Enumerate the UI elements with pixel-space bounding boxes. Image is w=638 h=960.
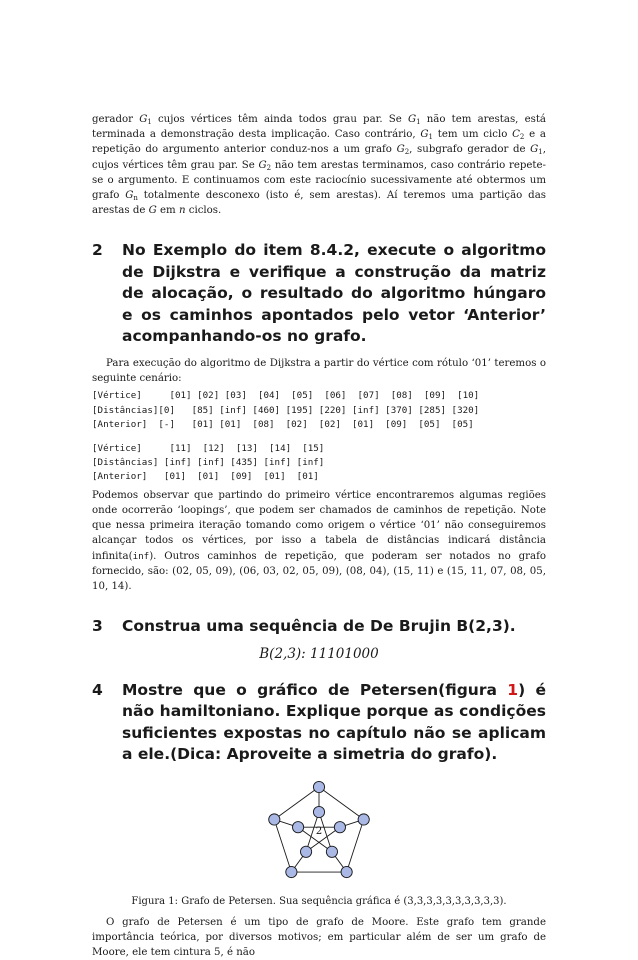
section-title: Mostre que o gráfico de Petersen(figura 1) é não hamiltoniano. Explique porque as condições suficientes expostas no capítulo não se aplicam a ele.(Dica: Aproveite a simetria do grafo).: [122, 680, 547, 764]
graph-vertex: [313, 781, 324, 792]
graph-vertex: [313, 806, 324, 817]
section-title: Construa uma sequência de De Brujin B(2,3).: [122, 617, 516, 636]
graph-vertex: [300, 846, 311, 857]
section-number: 4: [92, 680, 103, 699]
section-number: 2: [92, 241, 103, 260]
section-number: 3: [92, 617, 103, 636]
inline-code: inf: [132, 550, 150, 562]
graph-vertex: [358, 814, 369, 825]
section-3-heading: [92, 616, 546, 638]
intro-paragraph: gerador $G_1$ cujos vértices têm ainda todos grau par. Se $G_1$ não tem arestas, está terminada a demonstração desta implicação. Caso contrário, $G_1$ tem um ciclo $C_2$ e a repetição do argumento anterior conduz-nos a um grafo $G_2$, subgrafo gerador de $G_1$, cujos vértices têm grau par. Se $G_2$ não tem arestas terminamos, caso contrário repete-se o argumento. E continuamos com este raciocínio sucessivamente até obtermos um grafo $G_n$ totalmente desconexo (isto é, sem arestas). Aí teremos uma partição das arestas de G em n ciclos.: [92, 114, 546, 217]
graph-edge: [274, 787, 319, 819]
figure-ref-link[interactable]: 1: [507, 680, 519, 699]
table-row: [Distâncias][0] [85] [inf] [460] [195] [220] [inf] [370] [285] [320]: [92, 404, 480, 416]
table-row: [Distâncias] [inf] [inf] [435] [inf] [inf]: [92, 456, 325, 468]
graph-vertex: [286, 866, 297, 877]
table-row: [Anterior] [01] [01] [09] [01] [01]: [92, 471, 319, 483]
section-2-heading: [92, 240, 546, 348]
table-row: [Vértice] [11] [12] [13] [14] [15]: [92, 442, 325, 454]
section-4-paragraph: O grafo de Petersen é um tipo de grafo de Moore. Este grafo tem grande importância teórica, por diversos motivos; em particular além de ser um grafo de Moore, ele tem cintura 5, é não: [92, 916, 546, 959]
graph-edge: [319, 787, 364, 819]
section-4-heading: [92, 680, 546, 766]
dijkstra-table-2: [92, 442, 546, 485]
graph-vertex: [326, 846, 337, 857]
graph-vertex: [269, 814, 280, 825]
section-2-intro: Para execução do algoritmo de Dijkstra a partir do vértice com rótulo ‘01’ teremos o seguinte cenário:: [92, 357, 546, 385]
table-row: [Anterior] [-] [01] [01] [08] [02] [02] [01] [09] [05] [05]: [92, 419, 474, 431]
de-bruijn-answer: B(2,3): 11101000: [259, 645, 379, 662]
graph-vertex: [341, 866, 352, 877]
figure-caption: Figura 1: Grafo de Petersen. Sua sequência gráfica é (3,3,3,3,3,3,3,3,3,3).: [131, 895, 507, 907]
section-2-discussion: Podemos observar que partindo do primeiro vértice encontraremos algumas regiões onde ocorrerão ‘loopings’, que podem ser chamados de caminhos de repetição. Note que nessa primeira iteração tomando como origem o vértice ‘01’ não conseguiremos alcançar todos os vértices, por isso a tabela de distâncias indicará distância infinita(inf). Outros caminhos de repetição, que poderam ser notados no grafo fornecido, são: (02, 05, 09), (06, 03, 02, 05, 09), (08, 04), (15, 11) e (15, 11, 07, 08, 05, 10, 14).: [92, 489, 546, 592]
table-row: [Vértice] [01] [02] [03] [04] [05] [06] [07] [08] [09] [10]: [92, 390, 480, 402]
section-title: No Exemplo do item 8.4.2, execute o algoritmo de Dijkstra e verifique a construção da matriz de alocação, o resultado do algoritmo húngaro e os caminhos apontados pelo vetor ‘Anterior’ acompanhando-os no grafo.: [122, 241, 546, 346]
page-number: 2: [315, 826, 323, 837]
dijkstra-table-1: [92, 389, 546, 432]
